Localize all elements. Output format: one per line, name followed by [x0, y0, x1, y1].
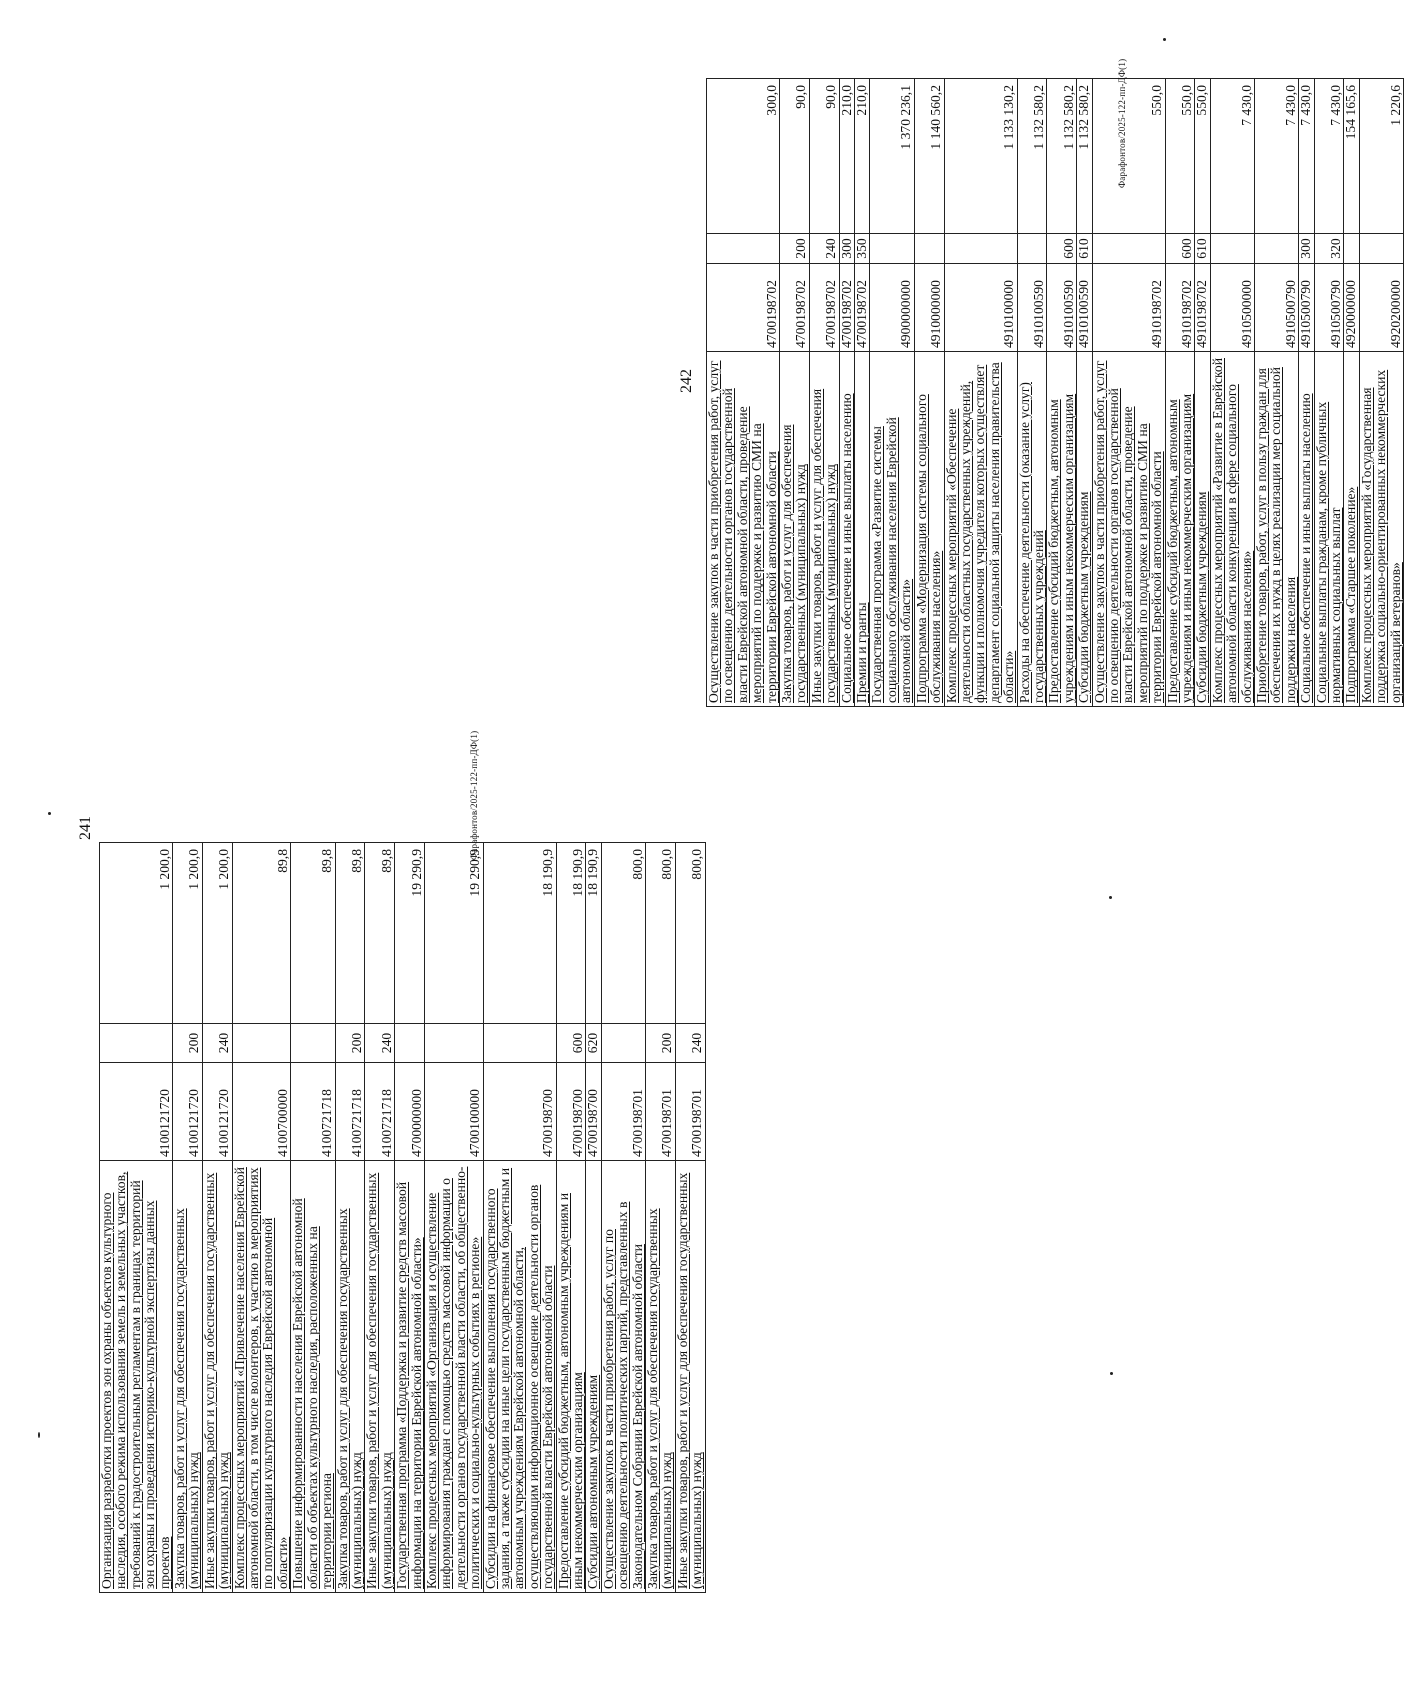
- cell-name: Субсидии на финансовое обеспечение выполнения государственного задания, а также субсидии на иные цели государственным бюджетным и автономным учреждениям Еврейской автономной области, осуществляющим информационное освещение деятельности органов государственной власти Еврейской автономной области: [483, 1161, 556, 1593]
- cell-name: Предоставление субсидий бюджетным, автономным учреждениям и иным некоммерческим организациям: [556, 1161, 586, 1593]
- cell-name: Закупка товаров, работ и услуг для обеспечения государственных (муниципальных) нужд: [335, 1161, 365, 1593]
- cell-name: Комплекс процессных мероприятий «Развитие в Еврейской автономной области конкуренции в сфере социального обслуживания населения»: [1210, 352, 1254, 707]
- cell-code: 4910100000: [944, 264, 1017, 352]
- cell-name: Социальное обеспечение и иные выплаты населению: [1299, 352, 1314, 707]
- cell-kind: 610: [1077, 234, 1092, 264]
- cell-code: 4100700000: [232, 1063, 291, 1161]
- cell-name: Повышение информированности населения Еврейской автономной области об объектах культурного наследия, расположенных на территории региона: [291, 1161, 335, 1593]
- cell-code: 4700198702: [809, 264, 839, 352]
- cell-code: 4700198701: [646, 1063, 676, 1161]
- cell-amount: 210,0: [855, 79, 870, 234]
- cell-name: Иные закупки товаров, работ и услуг для обеспечения государственных (муниципальных) нужд: [202, 1161, 232, 1593]
- table-row: [870, 79, 914, 707]
- cell-amount: 19 290,9: [395, 843, 425, 1024]
- table-row: [914, 79, 944, 707]
- table-row: [1359, 79, 1403, 707]
- table-row: [424, 843, 483, 1593]
- cell-name: Осуществление закупок в части приобретения работ, услуг по освещению деятельности органов государственной власти Еврейской автономной области, проведение мероприятий по поддержке и развитию СМИ на территории Еврейской автономной области: [1092, 352, 1165, 707]
- cell-amount: 154 165,6: [1344, 79, 1359, 234]
- cell-code: 4100121720: [100, 1063, 173, 1161]
- table-row: [395, 843, 425, 1593]
- cell-amount: 210,0: [839, 79, 854, 234]
- scan-speck: [1163, 38, 1166, 41]
- cell-code: 4920000000: [1344, 264, 1359, 352]
- cell-amount: 1 132 580,2: [1017, 79, 1047, 234]
- table-row: [809, 79, 839, 707]
- table-row: [1092, 79, 1165, 707]
- cell-code: 4910500790: [1255, 264, 1299, 352]
- cell-amount: 1 132 580,2: [1077, 79, 1092, 234]
- cell-kind: [1210, 234, 1254, 264]
- cell-amount: 18 190,9: [556, 843, 586, 1024]
- cell-kind: [914, 234, 944, 264]
- cell-amount: 1 370 236,1: [870, 79, 914, 234]
- cell-code: 4900000000: [870, 264, 914, 352]
- table-row: [675, 843, 705, 1593]
- table-row: [1314, 79, 1344, 707]
- cell-name: Организация разработки проектов зон охраны объектов культурного наследия, особого режима использования земель и земельных участков, требований к градостроительным регламентам в границах территорий зон охраны и проведения историко-культурной экспертизы данных проектов: [100, 1161, 173, 1593]
- cell-code: 4700198700: [556, 1063, 586, 1161]
- table-row: [855, 79, 870, 707]
- page-footer-241: Фарафонтов/2025-122-пп-ДФ(1): [469, 730, 479, 860]
- cell-code: 4100721718: [291, 1063, 335, 1161]
- table-row: [173, 843, 203, 1593]
- cell-kind: 320: [1314, 234, 1344, 264]
- cell-amount: 1 220,6: [1359, 79, 1403, 234]
- table-row: [601, 843, 645, 1593]
- cell-name: Подпрограмма «Модернизация системы социального обслуживания населения»: [914, 352, 944, 707]
- page-number-242: 242: [678, 369, 695, 393]
- cell-name: Подпрограмма «Старшее поколение»: [1344, 352, 1359, 707]
- cell-name: Комплекс процессных мероприятий «Организация и осуществление информирования граждан с помощью средств массовой информации о деятельности органов государственной власти области, об общественно-политических и социально-культурных событиях в регионе»: [424, 1161, 483, 1593]
- cell-code: 4910198702: [1195, 264, 1210, 352]
- cell-code: 4910000000: [914, 264, 944, 352]
- page-footer-242: Фарафонтов/2025-122-пп-ДФ(1): [1117, 58, 1127, 188]
- cell-amount: 18 190,9: [483, 843, 556, 1024]
- table-row: [839, 79, 854, 707]
- cell-amount: 300,0: [707, 79, 780, 234]
- cell-code: 4700198701: [601, 1063, 645, 1161]
- cell-name: Субсидии бюджетным учреждениям: [1077, 352, 1092, 707]
- table-row: [780, 79, 810, 707]
- table-row: [1195, 79, 1210, 707]
- cell-name: Комплекс процессных мероприятий «Государственная поддержка социально-ориентированных некоммерческих организаций ветеранов»: [1359, 352, 1403, 707]
- cell-name: Социальные выплаты гражданам, кроме публичных нормативных социальных выплат: [1314, 352, 1344, 707]
- cell-name: Комплекс процессных мероприятий «Обеспечение деятельности областных государственных учреждений, функции и полномочия учредителя которых осуществляет департамент социальной защиты населения правительства области»: [944, 352, 1017, 707]
- cell-code: 4100121720: [202, 1063, 232, 1161]
- table-row: [944, 79, 1017, 707]
- cell-name: Субсидии бюджетным учреждениям: [1195, 352, 1210, 707]
- cell-name: Субсидии автономным учреждениям: [586, 1161, 601, 1593]
- cell-amount: 800,0: [675, 843, 705, 1024]
- cell-code: 4910100590: [1077, 264, 1092, 352]
- cell-code: 4920200000: [1359, 264, 1403, 352]
- cell-name: Закупка товаров, работ и услуг для обеспечения государственных (муниципальных) нужд: [780, 352, 810, 707]
- cell-code: 4700198700: [483, 1063, 556, 1161]
- cell-code: 4910500790: [1314, 264, 1344, 352]
- cell-amount: 1 133 130,2: [944, 79, 1017, 234]
- cell-amount: 18 190,9: [586, 843, 601, 1024]
- cell-amount: 7 430,0: [1255, 79, 1299, 234]
- cell-kind: 610: [1195, 234, 1210, 264]
- cell-kind: [1359, 234, 1403, 264]
- cell-amount: 1 200,0: [202, 843, 232, 1024]
- table-row: [100, 843, 173, 1593]
- table-row: [1165, 79, 1195, 707]
- cell-kind: 240: [202, 1024, 232, 1063]
- cell-code: 4700198700: [586, 1063, 601, 1161]
- table-row: [365, 843, 395, 1593]
- table-row: [483, 843, 556, 1593]
- cell-name: Предоставление субсидий бюджетным, автономным учреждениям и иным некоммерческим организациям: [1047, 352, 1077, 707]
- cell-amount: 19 290,9: [424, 843, 483, 1024]
- cell-amount: 89,8: [291, 843, 335, 1024]
- cell-kind: 350: [855, 234, 870, 264]
- cell-kind: [944, 234, 1017, 264]
- table-row: [707, 79, 780, 707]
- cell-kind: 240: [365, 1024, 395, 1063]
- table-row: [586, 843, 601, 1593]
- cell-name: Предоставление субсидий бюджетным, автономным учреждениям и иным некоммерческим организациям: [1165, 352, 1195, 707]
- cell-name: Премии и гранты: [855, 352, 870, 707]
- cell-kind: [1255, 234, 1299, 264]
- table-row: [291, 843, 335, 1593]
- cell-amount: 7 430,0: [1299, 79, 1314, 234]
- scan-speck: [1110, 1372, 1113, 1375]
- table-row: [1017, 79, 1047, 707]
- cell-name: Закупка товаров, работ и услуг для обеспечения государственных (муниципальных) нужд: [173, 1161, 203, 1593]
- cell-name: Государственная программа «Развитие системы социального обслуживания населения Еврейской автономной области»: [870, 352, 914, 707]
- cell-amount: 1 200,0: [100, 843, 173, 1024]
- cell-code: 4910198702: [1092, 264, 1165, 352]
- cell-kind: 600: [556, 1024, 586, 1063]
- cell-code: 4910500790: [1299, 264, 1314, 352]
- cell-amount: 800,0: [646, 843, 676, 1024]
- cell-kind: 240: [809, 234, 839, 264]
- cell-amount: 90,0: [809, 79, 839, 234]
- cell-kind: [1344, 234, 1359, 264]
- page-number-241: 241: [77, 816, 94, 840]
- cell-kind: 600: [1047, 234, 1077, 264]
- cell-name: Социальное обеспечение и иные выплаты населению: [839, 352, 854, 707]
- cell-code: 4910198702: [1165, 264, 1195, 352]
- table-row: [232, 843, 291, 1593]
- cell-amount: 89,8: [335, 843, 365, 1024]
- cell-kind: [395, 1024, 425, 1063]
- cell-kind: 600: [1165, 234, 1195, 264]
- cell-code: 4700000000: [395, 1063, 425, 1161]
- cell-kind: [291, 1024, 335, 1063]
- page-242-table-wrapper: [706, 78, 1404, 707]
- cell-code: 4700198702: [855, 264, 870, 352]
- cell-code: 4910500000: [1210, 264, 1254, 352]
- table-row: [202, 843, 232, 1593]
- cell-code: 4700100000: [424, 1063, 483, 1161]
- cell-amount: 800,0: [601, 843, 645, 1024]
- cell-name: Осуществление закупок в части приобретения работ, услуг по освещению деятельности политических партий, представленных в Законодательном Собрании Еврейской автономной области: [601, 1161, 645, 1593]
- cell-kind: [1092, 234, 1165, 264]
- cell-amount: 550,0: [1092, 79, 1165, 234]
- cell-name: Иные закупки товаров, работ и услуг для обеспечения государственных (муниципальных) нужд: [675, 1161, 705, 1593]
- cell-code: 4100721718: [365, 1063, 395, 1161]
- cell-amount: 1 132 580,2: [1047, 79, 1077, 234]
- table-row: [1255, 79, 1299, 707]
- cell-kind: [870, 234, 914, 264]
- cell-amount: 550,0: [1195, 79, 1210, 234]
- table-row: [1299, 79, 1314, 707]
- cell-name: Осуществление закупок в части приобретения работ, услуг по освещению деятельности органов государственной власти Еврейской автономной области, проведение мероприятий по поддержке и развитию СМИ на территории Еврейской автономной области: [707, 352, 780, 707]
- scan-speck: [38, 1432, 40, 1438]
- table-row: [556, 843, 586, 1593]
- cell-name: Государственная программа «Поддержка и развитие средств массовой информации на территории Еврейской автономной области»: [395, 1161, 425, 1593]
- budget-table-page-241: [99, 842, 706, 1593]
- cell-code: 4700198702: [707, 264, 780, 352]
- cell-amount: 89,8: [232, 843, 291, 1024]
- cell-code: 4910100590: [1017, 264, 1047, 352]
- scan-speck: [48, 812, 51, 815]
- table-row: [646, 843, 676, 1593]
- cell-name: Приобретение товаров, работ, услуг в пользу граждан для обеспечения их нужд в целях реализации мер социальной поддержки населения: [1255, 352, 1299, 707]
- cell-amount: 7 430,0: [1314, 79, 1344, 234]
- table-row: [1077, 79, 1092, 707]
- cell-code: 4700198702: [780, 264, 810, 352]
- cell-name: Комплекс процессных мероприятий «Привлечение населения Еврейской автономной области, в том числе волонтеров, к участию в мероприятиях по популяризации культурного наследия Еврейской автономной области»: [232, 1161, 291, 1593]
- cell-kind: 200: [173, 1024, 203, 1063]
- cell-name: Иные закупки товаров, работ и услуг для обеспечения государственных (муниципальных) нужд: [365, 1161, 395, 1593]
- cell-kind: [483, 1024, 556, 1063]
- cell-kind: 300: [839, 234, 854, 264]
- budget-table-page-242: [706, 78, 1404, 707]
- page-241-table-wrapper: [99, 842, 706, 1593]
- table-row: [335, 843, 365, 1593]
- table-row: [1344, 79, 1359, 707]
- cell-kind: 200: [780, 234, 810, 264]
- cell-amount: 1 140 560,2: [914, 79, 944, 234]
- cell-kind: [100, 1024, 173, 1063]
- scan-speck: [1109, 896, 1112, 899]
- cell-amount: 550,0: [1165, 79, 1195, 234]
- cell-code: 4700198702: [839, 264, 854, 352]
- cell-amount: 89,8: [365, 843, 395, 1024]
- cell-kind: [1017, 234, 1047, 264]
- cell-name: Иные закупки товаров, работ и услуг для обеспечения государственных (муниципальных) нужд: [809, 352, 839, 707]
- cell-kind: 620: [586, 1024, 601, 1063]
- cell-code: 4700198701: [675, 1063, 705, 1161]
- cell-name: Расходы на обеспечение деятельности (оказание услуг) государственных учреждений: [1017, 352, 1047, 707]
- cell-amount: 90,0: [780, 79, 810, 234]
- cell-code: 4100721718: [335, 1063, 365, 1161]
- cell-code: 4910100590: [1047, 264, 1077, 352]
- cell-code: 4100121720: [173, 1063, 203, 1161]
- cell-amount: 7 430,0: [1210, 79, 1254, 234]
- cell-kind: 200: [335, 1024, 365, 1063]
- cell-kind: 240: [675, 1024, 705, 1063]
- table-row: [1210, 79, 1254, 707]
- cell-amount: 1 200,0: [173, 843, 203, 1024]
- cell-name: Закупка товаров, работ и услуг для обеспечения государственных (муниципальных) нужд: [646, 1161, 676, 1593]
- cell-kind: 200: [646, 1024, 676, 1063]
- cell-kind: [707, 234, 780, 264]
- cell-kind: 300: [1299, 234, 1314, 264]
- table-row: [1047, 79, 1077, 707]
- cell-kind: [601, 1024, 645, 1063]
- cell-kind: [424, 1024, 483, 1063]
- cell-kind: [232, 1024, 291, 1063]
